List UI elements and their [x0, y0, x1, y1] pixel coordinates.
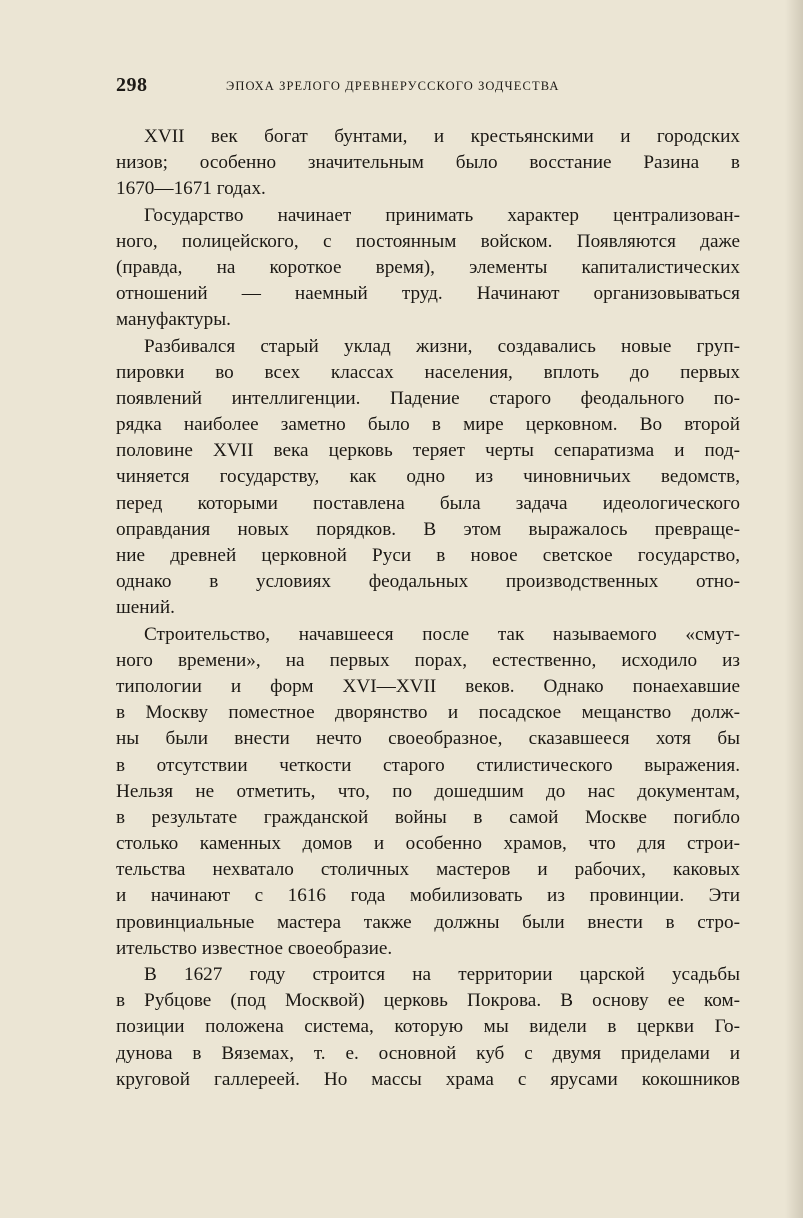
text-line: ного, полицейского, с постоянным войском. Появляются даже: [116, 230, 740, 252]
text-line: позиции положена система, которую мы видели в церкви Го-: [116, 1016, 740, 1038]
text-line: Строительство, начавшееся после так называемого «смут-: [144, 623, 740, 645]
text-line: Государство начинает принимать характер централизован-: [144, 204, 740, 226]
text-line: в Москву поместное дворянство и посадское мещанство долж-: [116, 702, 740, 724]
text-line: отношений — наемный труд. Начинают организовываться: [116, 283, 740, 305]
text-line: тельства нехватало столичных мастеров и рабочих, каковых: [116, 859, 740, 881]
text-line: провинциальные мастера также должны были внести в стро-: [116, 911, 740, 933]
text-line: ны были внести нечто своеобразное, сказавшееся хотя бы: [116, 728, 740, 750]
body-text: [116, 124, 740, 1093]
text-line: ние древней церковной Руси в новое светское государство,: [116, 545, 740, 566]
text-line: ительство известное своеобразие.: [116, 937, 393, 959]
page-header: [116, 74, 676, 104]
text-line: пировки во всех классах населения, вплоть до первых: [116, 361, 740, 383]
text-line: 1670—1671 годах.: [116, 178, 266, 200]
page-number: 298: [116, 74, 148, 96]
text-line: оправдания новых порядков. В этом выражалось превраще-: [116, 518, 740, 540]
text-line: в Рубцове (под Москвой) церковь Покрова. В основу ее ком-: [116, 990, 740, 1012]
text-line: ного времени», на первых порах, естественно, исходило из: [116, 649, 740, 671]
text-line: Разбивался старый уклад жизни, создавались новые груп-: [144, 335, 740, 357]
text-line: в отсутствии четкости старого стилистического выражения.: [116, 754, 740, 776]
text-line: дунова в Вяземах, т. е. основной куб с двумя приделами и: [116, 1042, 740, 1064]
text-line: шений.: [116, 597, 175, 619]
text-line: и начинают с 1616 года мобилизовать из провинции. Эти: [116, 885, 740, 907]
page-edge-shadow: [785, 0, 803, 1218]
text-line: низов; особенно значительным было восстание Разина в: [116, 152, 740, 174]
text-line: XVII век богат бунтами, и крестьянскими и городских: [144, 126, 740, 147]
text-line: половине XVII века церковь теряет черты сепаратизма и под-: [116, 440, 740, 462]
text-line: в результате гражданской войны в самой Москве погибло: [116, 806, 740, 828]
text-line: перед которыми поставлена была задача идеологического: [116, 492, 740, 514]
text-line: круговой галлереей. Но массы храма с ярусами кокошников: [116, 1068, 740, 1090]
text-line: В 1627 году строится на территории царской усадьбы: [144, 964, 740, 985]
text-line: мануфактуры.: [116, 309, 231, 331]
text-line: типологии и форм XVI—XVII веков. Однако понаехавшие: [116, 675, 740, 697]
text-line: Нельзя не отметить, что, по дошедшим до нас документам,: [116, 780, 740, 802]
text-line: однако в условиях феодальных производственных отно-: [116, 571, 740, 593]
text-line: чиняется государству, как одно из чиновничьих ведомств,: [116, 466, 740, 488]
text-line: столько каменных домов и особенно храмов, что для строи-: [116, 833, 740, 855]
text-line: рядка наиболее заметно было в мире церковном. Во второй: [116, 414, 740, 436]
text-line: появлений интеллигенции. Падение старого феодального по-: [116, 387, 740, 409]
text-line: (правда, на короткое время), элементы капиталистических: [116, 256, 740, 278]
running-title: ЭПОХА ЗРЕЛОГО ДРЕВНЕРУССКОГО ЗОДЧЕСТВА: [226, 79, 560, 93]
